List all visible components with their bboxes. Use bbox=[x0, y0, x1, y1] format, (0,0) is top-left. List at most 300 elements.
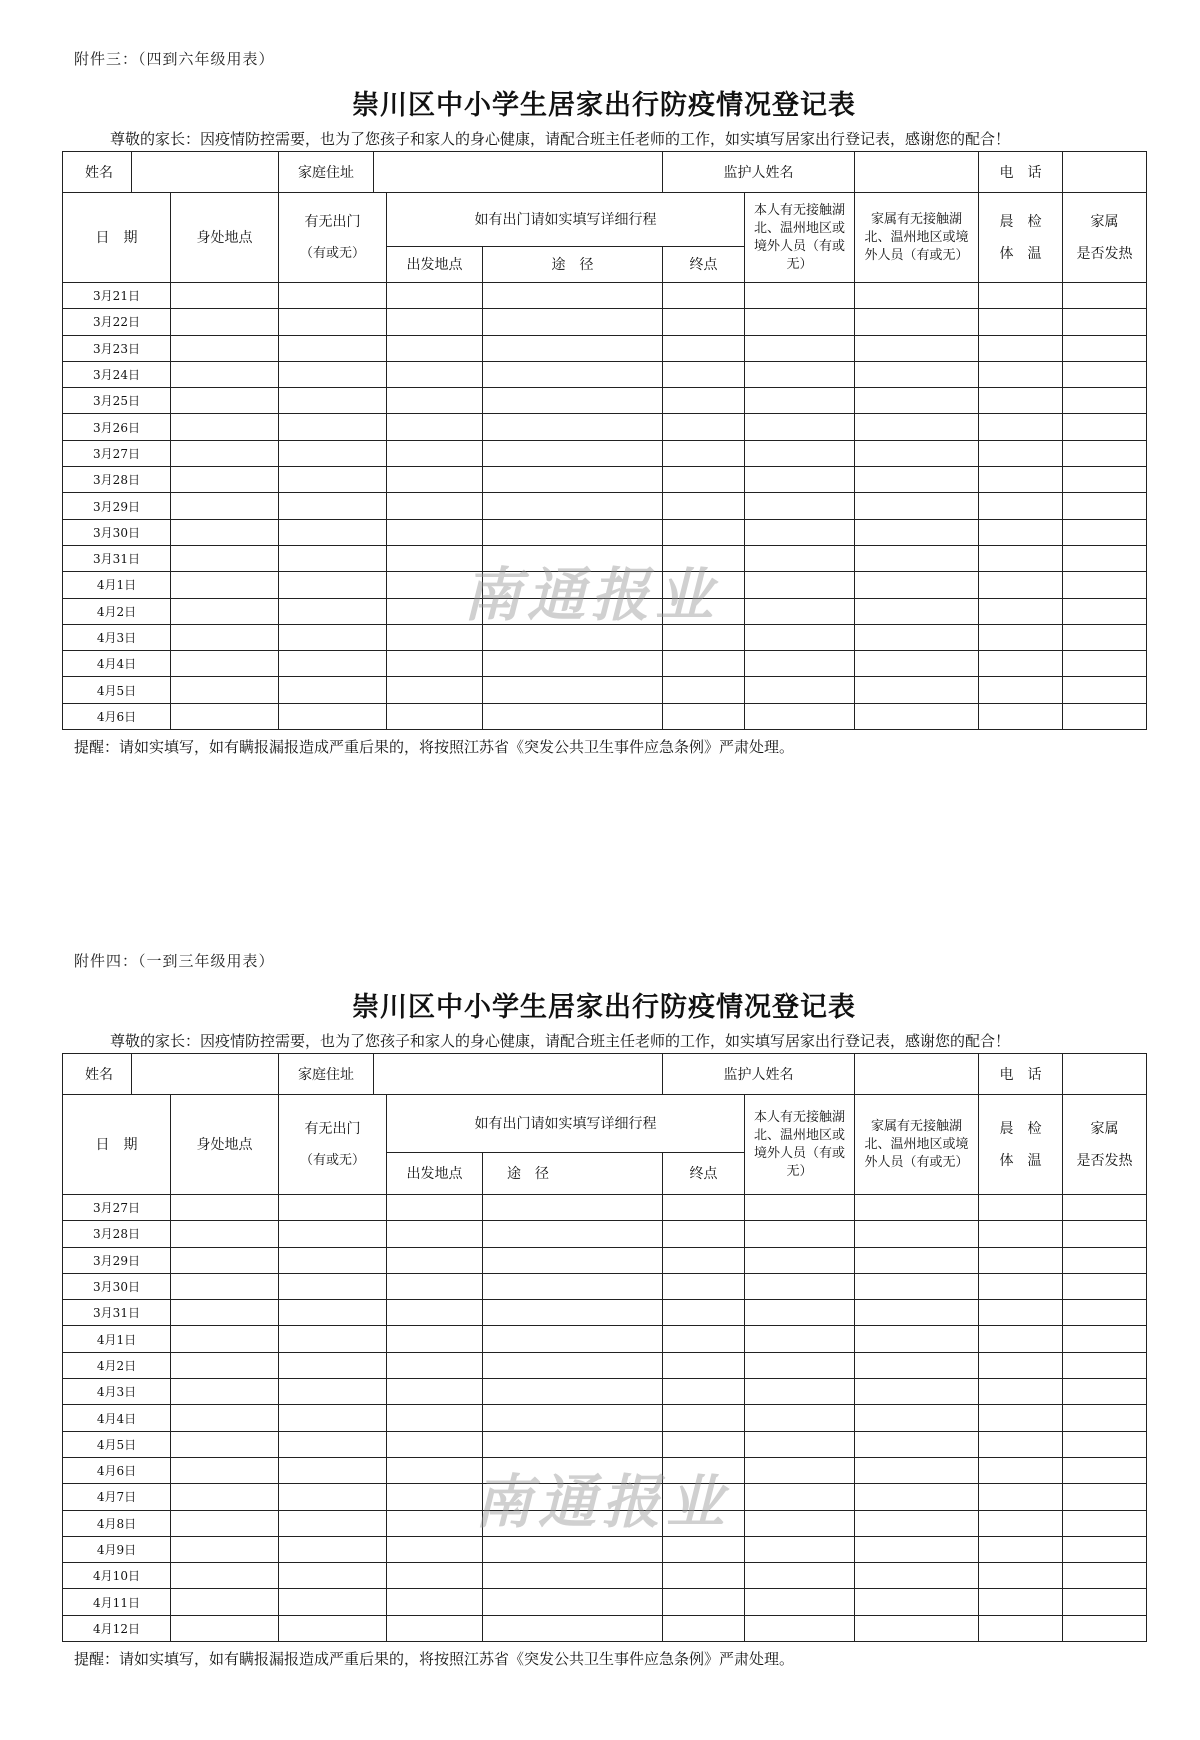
cell-family-fever[interactable] bbox=[1063, 1405, 1147, 1431]
cell-self-contact[interactable] bbox=[745, 651, 855, 677]
cell-location[interactable] bbox=[171, 519, 279, 545]
cell-family-contact[interactable] bbox=[855, 1484, 979, 1510]
cell-self-contact[interactable] bbox=[745, 1589, 855, 1615]
cell-location[interactable] bbox=[171, 1326, 279, 1352]
cell-location[interactable] bbox=[171, 677, 279, 703]
cell-family-fever[interactable] bbox=[1063, 1431, 1147, 1457]
cell-route[interactable] bbox=[483, 361, 663, 387]
cell-temperature[interactable] bbox=[979, 493, 1063, 519]
cell-outing[interactable] bbox=[279, 651, 387, 677]
cell-location[interactable] bbox=[171, 1300, 279, 1326]
cell-location[interactable] bbox=[171, 545, 279, 571]
cell-temperature[interactable] bbox=[979, 467, 1063, 493]
cell-route[interactable] bbox=[483, 1405, 663, 1431]
cell-self-contact[interactable] bbox=[745, 624, 855, 650]
cell-outing[interactable] bbox=[279, 624, 387, 650]
cell-family-contact[interactable] bbox=[855, 545, 979, 571]
cell-self-contact[interactable] bbox=[745, 572, 855, 598]
cell-temperature[interactable] bbox=[979, 1379, 1063, 1405]
cell-temperature[interactable] bbox=[979, 1536, 1063, 1562]
cell-family-fever[interactable] bbox=[1063, 1221, 1147, 1247]
cell-route[interactable] bbox=[483, 1352, 663, 1378]
address-field[interactable] bbox=[373, 1054, 662, 1094]
cell-end[interactable] bbox=[663, 1379, 745, 1405]
cell-depart[interactable] bbox=[387, 1300, 483, 1326]
cell-self-contact[interactable] bbox=[745, 493, 855, 519]
cell-depart[interactable] bbox=[387, 677, 483, 703]
cell-location[interactable] bbox=[171, 651, 279, 677]
cell-temperature[interactable] bbox=[979, 624, 1063, 650]
cell-depart[interactable] bbox=[387, 1352, 483, 1378]
cell-location[interactable] bbox=[171, 1273, 279, 1299]
cell-family-contact[interactable] bbox=[855, 703, 979, 729]
cell-temperature[interactable] bbox=[979, 545, 1063, 571]
cell-self-contact[interactable] bbox=[745, 1405, 855, 1431]
cell-location[interactable] bbox=[171, 335, 279, 361]
cell-route[interactable] bbox=[483, 651, 663, 677]
cell-outing[interactable] bbox=[279, 703, 387, 729]
cell-location[interactable] bbox=[171, 1484, 279, 1510]
cell-end[interactable] bbox=[663, 283, 745, 309]
cell-location[interactable] bbox=[171, 1247, 279, 1273]
guardian-field[interactable] bbox=[855, 1054, 979, 1095]
cell-family-contact[interactable] bbox=[855, 651, 979, 677]
cell-temperature[interactable] bbox=[979, 1615, 1063, 1641]
cell-family-fever[interactable] bbox=[1063, 1247, 1147, 1273]
cell-end[interactable] bbox=[663, 677, 745, 703]
cell-self-contact[interactable] bbox=[745, 545, 855, 571]
cell-family-contact[interactable] bbox=[855, 1247, 979, 1273]
cell-family-contact[interactable] bbox=[855, 624, 979, 650]
cell-end[interactable] bbox=[663, 440, 745, 466]
cell-self-contact[interactable] bbox=[745, 1510, 855, 1536]
cell-family-fever[interactable] bbox=[1063, 1615, 1147, 1641]
cell-end[interactable] bbox=[663, 1221, 745, 1247]
cell-location[interactable] bbox=[171, 1195, 279, 1221]
cell-route[interactable] bbox=[483, 703, 663, 729]
cell-temperature[interactable] bbox=[979, 440, 1063, 466]
cell-end[interactable] bbox=[663, 1247, 745, 1273]
cell-family-fever[interactable] bbox=[1063, 519, 1147, 545]
cell-location[interactable] bbox=[171, 440, 279, 466]
cell-depart[interactable] bbox=[387, 361, 483, 387]
cell-location[interactable] bbox=[171, 388, 279, 414]
cell-outing[interactable] bbox=[279, 1273, 387, 1299]
cell-end[interactable] bbox=[663, 1563, 745, 1589]
cell-family-contact[interactable] bbox=[855, 1589, 979, 1615]
cell-location[interactable] bbox=[171, 309, 279, 335]
cell-outing[interactable] bbox=[279, 598, 387, 624]
cell-family-fever[interactable] bbox=[1063, 677, 1147, 703]
cell-self-contact[interactable] bbox=[745, 1300, 855, 1326]
cell-family-fever[interactable] bbox=[1063, 1484, 1147, 1510]
cell-self-contact[interactable] bbox=[745, 1457, 855, 1483]
cell-end[interactable] bbox=[663, 1300, 745, 1326]
cell-family-fever[interactable] bbox=[1063, 1510, 1147, 1536]
cell-family-fever[interactable] bbox=[1063, 1273, 1147, 1299]
cell-route[interactable] bbox=[483, 1195, 663, 1221]
cell-outing[interactable] bbox=[279, 493, 387, 519]
cell-self-contact[interactable] bbox=[745, 1273, 855, 1299]
cell-temperature[interactable] bbox=[979, 651, 1063, 677]
cell-end[interactable] bbox=[663, 388, 745, 414]
cell-depart[interactable] bbox=[387, 1221, 483, 1247]
cell-self-contact[interactable] bbox=[745, 335, 855, 361]
reminder-text: 提醒：请如实填写，如有瞒报漏报造成严重后果的，将按照江苏省《突发公共卫生事件应急条例》严肃处理。 bbox=[74, 738, 795, 757]
cell-family-contact[interactable] bbox=[855, 283, 979, 309]
cell-self-contact[interactable] bbox=[745, 414, 855, 440]
cell-family-fever[interactable] bbox=[1063, 414, 1147, 440]
cell-family-contact[interactable] bbox=[855, 309, 979, 335]
cell-route[interactable] bbox=[483, 414, 663, 440]
cell-self-contact[interactable] bbox=[745, 598, 855, 624]
cell-depart[interactable] bbox=[387, 1195, 483, 1221]
cell-depart[interactable] bbox=[387, 467, 483, 493]
cell-location[interactable] bbox=[171, 283, 279, 309]
cell-self-contact[interactable] bbox=[745, 1563, 855, 1589]
cell-family-contact[interactable] bbox=[855, 1405, 979, 1431]
cell-temperature[interactable] bbox=[979, 1405, 1063, 1431]
cell-end[interactable] bbox=[663, 414, 745, 440]
cell-family-contact[interactable] bbox=[855, 1563, 979, 1589]
cell-temperature[interactable] bbox=[979, 1510, 1063, 1536]
cell-location[interactable] bbox=[171, 1405, 279, 1431]
cell-family-contact[interactable] bbox=[855, 414, 979, 440]
cell-route[interactable] bbox=[483, 1431, 663, 1457]
cell-family-contact[interactable] bbox=[855, 493, 979, 519]
cell-end[interactable] bbox=[663, 651, 745, 677]
cell-family-contact[interactable] bbox=[855, 388, 979, 414]
cell-self-contact[interactable] bbox=[745, 309, 855, 335]
cell-route[interactable] bbox=[483, 1589, 663, 1615]
cell-location[interactable] bbox=[171, 361, 279, 387]
cell-route[interactable] bbox=[483, 1326, 663, 1352]
cell-outing[interactable] bbox=[279, 1536, 387, 1562]
cell-self-contact[interactable] bbox=[745, 1615, 855, 1641]
cell-temperature[interactable] bbox=[979, 1352, 1063, 1378]
cell-self-contact[interactable] bbox=[745, 703, 855, 729]
cell-depart[interactable] bbox=[387, 1457, 483, 1483]
guardian-field[interactable] bbox=[855, 152, 979, 193]
cell-self-contact[interactable] bbox=[745, 1247, 855, 1273]
cell-depart[interactable] bbox=[387, 1379, 483, 1405]
cell-temperature[interactable] bbox=[979, 1589, 1063, 1615]
cell-location[interactable] bbox=[171, 414, 279, 440]
cell-temperature[interactable] bbox=[979, 572, 1063, 598]
cell-end[interactable] bbox=[663, 1352, 745, 1378]
cell-end[interactable] bbox=[663, 1615, 745, 1641]
cell-family-fever[interactable] bbox=[1063, 598, 1147, 624]
cell-outing[interactable] bbox=[279, 1589, 387, 1615]
cell-family-fever[interactable] bbox=[1063, 1326, 1147, 1352]
cell-family-fever[interactable] bbox=[1063, 1379, 1147, 1405]
cell-location[interactable] bbox=[171, 624, 279, 650]
cell-family-fever[interactable] bbox=[1063, 1536, 1147, 1562]
cell-depart[interactable] bbox=[387, 1536, 483, 1562]
cell-route[interactable] bbox=[483, 1247, 663, 1273]
cell-depart[interactable] bbox=[387, 1273, 483, 1299]
cell-self-contact[interactable] bbox=[745, 440, 855, 466]
cell-route[interactable] bbox=[483, 467, 663, 493]
cell-self-contact[interactable] bbox=[745, 388, 855, 414]
cell-depart[interactable] bbox=[387, 1247, 483, 1273]
cell-family-contact[interactable] bbox=[855, 1300, 979, 1326]
cell-location[interactable] bbox=[171, 1221, 279, 1247]
cell-family-contact[interactable] bbox=[855, 1379, 979, 1405]
cell-depart[interactable] bbox=[387, 1431, 483, 1457]
cell-family-contact[interactable] bbox=[855, 1536, 979, 1562]
cell-family-fever[interactable] bbox=[1063, 335, 1147, 361]
cell-route[interactable] bbox=[483, 1300, 663, 1326]
cell-end[interactable] bbox=[663, 519, 745, 545]
cell-temperature[interactable] bbox=[979, 1563, 1063, 1589]
cell-depart[interactable] bbox=[387, 440, 483, 466]
cell-temperature[interactable] bbox=[979, 283, 1063, 309]
cell-end[interactable] bbox=[663, 1405, 745, 1431]
cell-outing[interactable] bbox=[279, 1352, 387, 1378]
cell-depart[interactable] bbox=[387, 519, 483, 545]
cell-end[interactable] bbox=[663, 1589, 745, 1615]
cell-depart[interactable] bbox=[387, 414, 483, 440]
cell-depart[interactable] bbox=[387, 703, 483, 729]
cell-outing[interactable] bbox=[279, 677, 387, 703]
cell-location[interactable] bbox=[171, 598, 279, 624]
cell-family-fever[interactable] bbox=[1063, 440, 1147, 466]
cell-temperature[interactable] bbox=[979, 1457, 1063, 1483]
cell-route[interactable] bbox=[483, 1615, 663, 1641]
cell-family-contact[interactable] bbox=[855, 335, 979, 361]
cell-family-fever[interactable] bbox=[1063, 545, 1147, 571]
cell-end[interactable] bbox=[663, 309, 745, 335]
cell-self-contact[interactable] bbox=[745, 467, 855, 493]
cell-family-fever[interactable] bbox=[1063, 361, 1147, 387]
cell-family-fever[interactable] bbox=[1063, 1589, 1147, 1615]
cell-depart[interactable] bbox=[387, 283, 483, 309]
cell-family-contact[interactable] bbox=[855, 1431, 979, 1457]
cell-end[interactable] bbox=[663, 1326, 745, 1352]
cell-outing[interactable] bbox=[279, 1615, 387, 1641]
cell-family-contact[interactable] bbox=[855, 1326, 979, 1352]
cell-family-contact[interactable] bbox=[855, 361, 979, 387]
cell-family-fever[interactable] bbox=[1063, 624, 1147, 650]
cell-family-fever[interactable] bbox=[1063, 1563, 1147, 1589]
cell-self-contact[interactable] bbox=[745, 677, 855, 703]
cell-self-contact[interactable] bbox=[745, 283, 855, 309]
cell-temperature[interactable] bbox=[979, 598, 1063, 624]
address-field[interactable] bbox=[373, 152, 662, 192]
cell-family-contact[interactable] bbox=[855, 440, 979, 466]
cell-self-contact[interactable] bbox=[745, 1195, 855, 1221]
cell-temperature[interactable] bbox=[979, 388, 1063, 414]
cell-outing[interactable] bbox=[279, 309, 387, 335]
cell-route[interactable] bbox=[483, 335, 663, 361]
cell-outing[interactable] bbox=[279, 283, 387, 309]
cell-depart[interactable] bbox=[387, 1615, 483, 1641]
cell-outing[interactable] bbox=[279, 572, 387, 598]
cell-family-fever[interactable] bbox=[1063, 1195, 1147, 1221]
cell-temperature[interactable] bbox=[979, 703, 1063, 729]
cell-outing[interactable] bbox=[279, 1195, 387, 1221]
cell-family-contact[interactable] bbox=[855, 1273, 979, 1299]
cell-outing[interactable] bbox=[279, 1300, 387, 1326]
cell-family-fever[interactable] bbox=[1063, 572, 1147, 598]
cell-outing[interactable] bbox=[279, 545, 387, 571]
cell-end[interactable] bbox=[663, 493, 745, 519]
cell-family-fever[interactable] bbox=[1063, 1300, 1147, 1326]
cell-self-contact[interactable] bbox=[745, 1221, 855, 1247]
cell-end[interactable] bbox=[663, 703, 745, 729]
cell-route[interactable] bbox=[483, 677, 663, 703]
cell-location[interactable] bbox=[171, 572, 279, 598]
cell-depart[interactable] bbox=[387, 1405, 483, 1431]
cell-route[interactable] bbox=[483, 1563, 663, 1589]
cell-outing[interactable] bbox=[279, 440, 387, 466]
cell-location[interactable] bbox=[171, 1379, 279, 1405]
cell-family-fever[interactable] bbox=[1063, 1457, 1147, 1483]
cell-location[interactable] bbox=[171, 1563, 279, 1589]
cell-self-contact[interactable] bbox=[745, 361, 855, 387]
cell-family-contact[interactable] bbox=[855, 1510, 979, 1536]
cell-route[interactable] bbox=[483, 1536, 663, 1562]
cell-location[interactable] bbox=[171, 1431, 279, 1457]
cell-depart[interactable] bbox=[387, 1510, 483, 1536]
cell-end[interactable] bbox=[663, 1273, 745, 1299]
cell-outing[interactable] bbox=[279, 467, 387, 493]
cell-outing[interactable] bbox=[279, 414, 387, 440]
cell-location[interactable] bbox=[171, 1589, 279, 1615]
cell-family-fever[interactable] bbox=[1063, 467, 1147, 493]
cell-end[interactable] bbox=[663, 335, 745, 361]
cell-route[interactable] bbox=[483, 1221, 663, 1247]
cell-outing[interactable] bbox=[279, 1247, 387, 1273]
cell-route[interactable] bbox=[483, 1273, 663, 1299]
cell-route[interactable] bbox=[483, 309, 663, 335]
cell-temperature[interactable] bbox=[979, 1300, 1063, 1326]
cell-family-fever[interactable] bbox=[1063, 493, 1147, 519]
cell-family-contact[interactable] bbox=[855, 598, 979, 624]
table-row bbox=[63, 335, 1147, 361]
cell-temperature[interactable] bbox=[979, 414, 1063, 440]
cell-location[interactable] bbox=[171, 1510, 279, 1536]
cell-end[interactable] bbox=[663, 1536, 745, 1562]
cell-outing[interactable] bbox=[279, 1563, 387, 1589]
cell-family-contact[interactable] bbox=[855, 1195, 979, 1221]
cell-family-contact[interactable] bbox=[855, 677, 979, 703]
cell-route[interactable] bbox=[483, 519, 663, 545]
cell-family-fever[interactable] bbox=[1063, 703, 1147, 729]
cell-family-fever[interactable] bbox=[1063, 388, 1147, 414]
cell-family-fever[interactable] bbox=[1063, 309, 1147, 335]
cell-self-contact[interactable] bbox=[745, 1484, 855, 1510]
cell-route[interactable] bbox=[483, 493, 663, 519]
name-field[interactable] bbox=[131, 1054, 278, 1094]
cell-temperature[interactable] bbox=[979, 1326, 1063, 1352]
cell-outing[interactable] bbox=[279, 1221, 387, 1247]
cell-location[interactable] bbox=[171, 467, 279, 493]
cell-temperature[interactable] bbox=[979, 1221, 1063, 1247]
cell-location[interactable] bbox=[171, 493, 279, 519]
cell-end[interactable] bbox=[663, 361, 745, 387]
cell-self-contact[interactable] bbox=[745, 1431, 855, 1457]
cell-family-contact[interactable] bbox=[855, 1221, 979, 1247]
cell-self-contact[interactable] bbox=[745, 519, 855, 545]
cell-family-contact[interactable] bbox=[855, 1352, 979, 1378]
cell-family-contact[interactable] bbox=[855, 1457, 979, 1483]
cell-self-contact[interactable] bbox=[745, 1536, 855, 1562]
cell-temperature[interactable] bbox=[979, 1195, 1063, 1221]
cell-temperature[interactable] bbox=[979, 1273, 1063, 1299]
cell-family-contact[interactable] bbox=[855, 1615, 979, 1641]
cell-outing[interactable] bbox=[279, 1457, 387, 1483]
cell-outing[interactable] bbox=[279, 1326, 387, 1352]
cell-location[interactable] bbox=[171, 703, 279, 729]
cell-self-contact[interactable] bbox=[745, 1326, 855, 1352]
cell-depart[interactable] bbox=[387, 1563, 483, 1589]
cell-outing[interactable] bbox=[279, 388, 387, 414]
cell-depart[interactable] bbox=[387, 1484, 483, 1510]
cell-route[interactable] bbox=[483, 388, 663, 414]
cell-outing[interactable] bbox=[279, 1510, 387, 1536]
header-trip-group: 如有出门请如实填写详细行程 bbox=[387, 193, 745, 247]
cell-outing[interactable] bbox=[279, 1405, 387, 1431]
phone-field[interactable] bbox=[1063, 1054, 1147, 1095]
cell-temperature[interactable] bbox=[979, 1431, 1063, 1457]
cell-outing[interactable] bbox=[279, 1484, 387, 1510]
cell-route[interactable] bbox=[483, 283, 663, 309]
cell-family-contact[interactable] bbox=[855, 519, 979, 545]
cell-end[interactable] bbox=[663, 467, 745, 493]
cell-location[interactable] bbox=[171, 1615, 279, 1641]
cell-temperature[interactable] bbox=[979, 1484, 1063, 1510]
cell-temperature[interactable] bbox=[979, 361, 1063, 387]
cell-self-contact[interactable] bbox=[745, 1379, 855, 1405]
cell-depart[interactable] bbox=[387, 388, 483, 414]
cell-depart[interactable] bbox=[387, 1589, 483, 1615]
cell-location[interactable] bbox=[171, 1536, 279, 1562]
cell-location[interactable] bbox=[171, 1457, 279, 1483]
cell-family-contact[interactable] bbox=[855, 467, 979, 493]
name-field[interactable] bbox=[131, 152, 278, 192]
cell-depart[interactable] bbox=[387, 651, 483, 677]
cell-end[interactable] bbox=[663, 1195, 745, 1221]
cell-route[interactable] bbox=[483, 440, 663, 466]
cell-temperature[interactable] bbox=[979, 1247, 1063, 1273]
cell-outing[interactable] bbox=[279, 519, 387, 545]
phone-field[interactable] bbox=[1063, 152, 1147, 193]
cell-location[interactable] bbox=[171, 1352, 279, 1378]
cell-temperature[interactable] bbox=[979, 335, 1063, 361]
cell-depart[interactable] bbox=[387, 335, 483, 361]
cell-outing[interactable] bbox=[279, 335, 387, 361]
cell-family-fever[interactable] bbox=[1063, 1352, 1147, 1378]
cell-family-contact[interactable] bbox=[855, 572, 979, 598]
cell-outing[interactable] bbox=[279, 1431, 387, 1457]
cell-temperature[interactable] bbox=[979, 677, 1063, 703]
cell-depart[interactable] bbox=[387, 309, 483, 335]
cell-self-contact[interactable] bbox=[745, 1352, 855, 1378]
cell-temperature[interactable] bbox=[979, 309, 1063, 335]
cell-temperature[interactable] bbox=[979, 519, 1063, 545]
cell-depart[interactable] bbox=[387, 493, 483, 519]
cell-family-fever[interactable] bbox=[1063, 651, 1147, 677]
cell-outing[interactable] bbox=[279, 361, 387, 387]
cell-depart[interactable] bbox=[387, 1326, 483, 1352]
cell-route[interactable] bbox=[483, 1379, 663, 1405]
cell-family-fever[interactable] bbox=[1063, 283, 1147, 309]
cell-outing[interactable] bbox=[279, 1379, 387, 1405]
cell-end[interactable] bbox=[663, 1431, 745, 1457]
row-date: 4月5日 bbox=[63, 1431, 171, 1457]
